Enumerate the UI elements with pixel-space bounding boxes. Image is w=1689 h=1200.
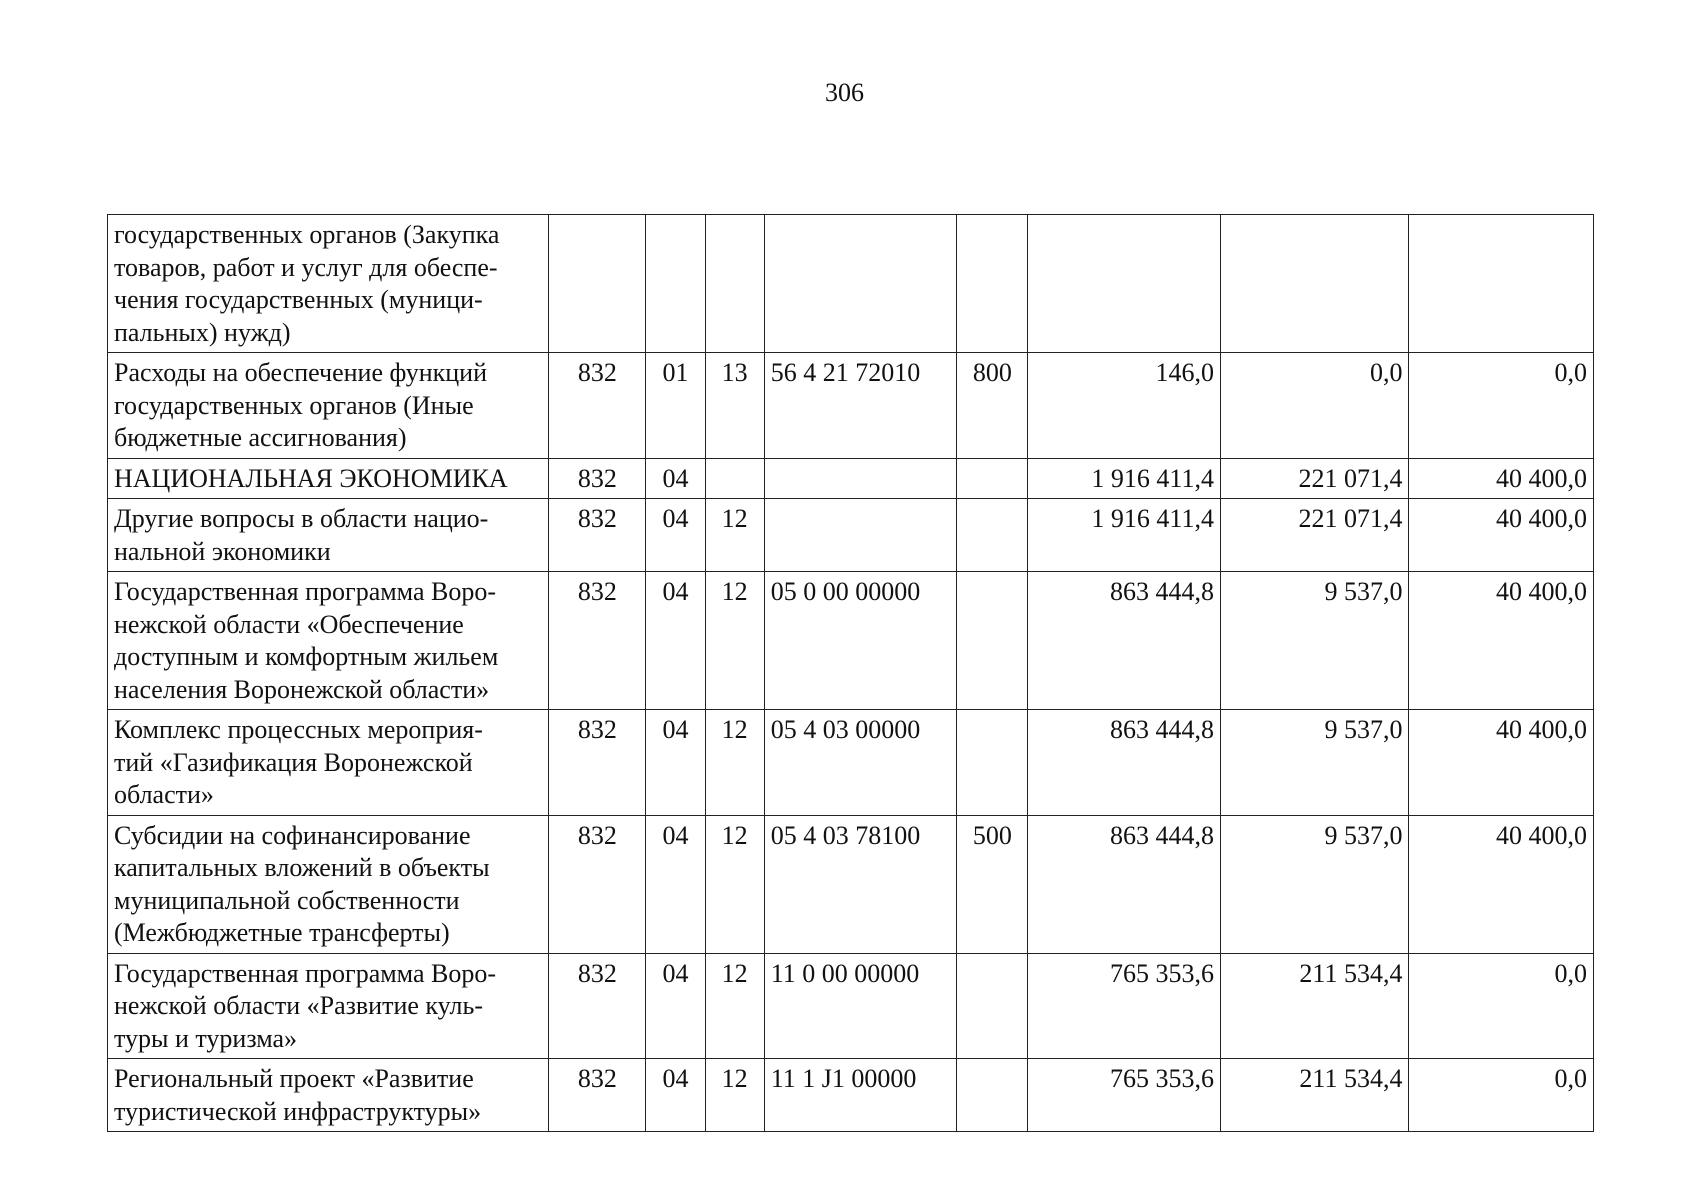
- amount-year1-cell: 765 353,6: [1028, 1059, 1221, 1132]
- item-name-line: товаров, работ и услуг для обеспе-: [114, 252, 498, 282]
- target-article-cell: 05 4 03 00000: [764, 710, 957, 816]
- amount-year3-cell: 40 400,0: [1409, 710, 1594, 816]
- target-article-cell: 11 1 J1 00000: [764, 1059, 957, 1132]
- grbs-cell: 832: [549, 815, 646, 953]
- expense-type-cell: [957, 499, 1028, 572]
- item-name-line: доступным и комфортным жильем: [114, 642, 499, 671]
- target-article-cell: 05 4 03 78100: [764, 815, 957, 953]
- item-name-cell: [108, 1059, 549, 1132]
- amount-year3-cell: 40 400,0: [1409, 572, 1594, 710]
- item-name-line: муниципальной собственности: [114, 885, 460, 915]
- item-name-cell: [108, 710, 549, 816]
- amount-year2-cell: 9 537,0: [1220, 815, 1409, 953]
- amount-year2-cell: 9 537,0: [1220, 710, 1409, 816]
- amount-year1-cell: 1 916 411,4: [1028, 499, 1221, 572]
- item-name-cell: [108, 353, 549, 459]
- section-cell: 01: [646, 353, 705, 459]
- amount-year2-cell: 9 537,0: [1220, 572, 1409, 710]
- item-name-line: пальных) нужд): [114, 317, 291, 347]
- expense-type-cell: [957, 215, 1028, 353]
- expense-type-cell: [957, 953, 1028, 1059]
- item-name-line: населения Воронежской области»: [114, 674, 490, 704]
- table-row: [108, 215, 1594, 353]
- table-row: [108, 1059, 1594, 1132]
- amount-year2-cell: 221 071,4: [1220, 458, 1409, 499]
- subsection-cell: 12: [705, 572, 764, 710]
- amount-year3-cell: 0,0: [1409, 353, 1594, 459]
- target-article-cell: [764, 458, 957, 499]
- item-name-line: (Межбюджетные трансферты): [114, 918, 450, 947]
- table-row: [108, 710, 1594, 816]
- grbs-cell: 832: [549, 953, 646, 1059]
- item-name-line: Региональный проект «Развитие: [114, 1064, 474, 1093]
- amount-year1-cell: 1 916 411,4: [1028, 458, 1221, 499]
- table-row: [108, 499, 1594, 572]
- expense-type-cell: [957, 710, 1028, 816]
- table-row: [108, 353, 1594, 459]
- amount-year3-cell: 40 400,0: [1409, 815, 1594, 953]
- amount-year1-cell: 765 353,6: [1028, 953, 1221, 1059]
- subsection-cell: 12: [705, 499, 764, 572]
- grbs-cell: 832: [549, 1059, 646, 1132]
- budget-table: [107, 214, 1594, 1132]
- section-cell: [646, 215, 705, 353]
- item-name-cell: [108, 953, 549, 1059]
- amount-year2-cell: 221 071,4: [1220, 499, 1409, 572]
- item-name-line: Расходы на обеспечение функций: [114, 358, 488, 387]
- grbs-cell: 832: [549, 572, 646, 710]
- item-name-line: нальной экономики: [114, 536, 331, 566]
- subsection-cell: 13: [705, 353, 764, 459]
- section-cell: 04: [646, 710, 705, 816]
- item-name-line: нежской области «Развитие куль-: [114, 991, 484, 1020]
- amount-year2-cell: 0,0: [1220, 353, 1409, 459]
- grbs-cell: 832: [549, 458, 646, 499]
- grbs-cell: 832: [549, 710, 646, 816]
- item-name-cell: [108, 815, 549, 953]
- item-name-line: туристической инфраструктуры»: [114, 1096, 482, 1126]
- amount-year3-cell: 40 400,0: [1409, 458, 1594, 499]
- subsection-cell: 12: [705, 953, 764, 1059]
- section-cell: 04: [646, 815, 705, 953]
- item-name-cell: [108, 215, 549, 353]
- section-cell: 04: [646, 499, 705, 572]
- expense-type-cell: 800: [957, 353, 1028, 459]
- item-name-line: области»: [114, 780, 214, 809]
- amount-year1-cell: 863 444,8: [1028, 710, 1221, 816]
- amount-year1-cell: 863 444,8: [1028, 572, 1221, 710]
- target-article-cell: [764, 215, 957, 353]
- grbs-cell: [549, 215, 646, 353]
- subsection-cell: 12: [705, 815, 764, 953]
- amount-year2-cell: [1220, 215, 1409, 353]
- target-article-cell: 56 4 21 72010: [764, 353, 957, 459]
- amount-year3-cell: 0,0: [1409, 953, 1594, 1059]
- section-cell: 04: [646, 1059, 705, 1132]
- table-row: [108, 815, 1594, 953]
- amount-year3-cell: [1409, 215, 1594, 353]
- expense-type-cell: [957, 572, 1028, 710]
- section-cell: 04: [646, 572, 705, 710]
- target-article-cell: [764, 499, 957, 572]
- item-name-line: Субсидии на софинансирование: [114, 820, 471, 850]
- amount-year3-cell: 40 400,0: [1409, 499, 1594, 572]
- amount-year2-cell: 211 534,4: [1220, 1059, 1409, 1132]
- item-name-line: нежской области «Обеспечение: [114, 609, 464, 639]
- section-cell: 04: [646, 458, 705, 499]
- table-row: [108, 458, 1594, 499]
- amount-year1-cell: 863 444,8: [1028, 815, 1221, 953]
- page-number: 306: [825, 78, 864, 107]
- subsection-cell: [705, 215, 764, 353]
- item-name-line: НАЦИОНАЛЬНАЯ ЭКОНОМИКА: [114, 463, 508, 493]
- expense-type-cell: [957, 458, 1028, 499]
- table-body: [108, 215, 1594, 1132]
- item-name-line: государственных органов (Закупка: [114, 220, 500, 249]
- subsection-cell: [705, 458, 764, 499]
- item-name-line: Другие вопросы в области нацио-: [114, 504, 489, 533]
- item-name-line: капитальных вложений в объекты: [114, 853, 490, 882]
- grbs-cell: 832: [549, 353, 646, 459]
- subsection-cell: 12: [705, 710, 764, 816]
- target-article-cell: 05 0 00 00000: [764, 572, 957, 710]
- grbs-cell: 832: [549, 499, 646, 572]
- item-name-line: Государственная программа Воро-: [114, 577, 497, 606]
- amount-year1-cell: 146,0: [1028, 353, 1221, 459]
- section-cell: 04: [646, 953, 705, 1059]
- item-name-line: Государственная программа Воро-: [114, 958, 497, 988]
- expense-type-cell: 500: [957, 815, 1028, 953]
- table-row: [108, 953, 1594, 1059]
- subsection-cell: 12: [705, 1059, 764, 1132]
- target-article-cell: 11 0 00 00000: [764, 953, 957, 1059]
- item-name-line: бюджетные ассигнования): [114, 423, 407, 452]
- item-name-cell: [108, 499, 549, 572]
- item-name-line: чения государственных (муници-: [114, 285, 483, 314]
- amount-year2-cell: 211 534,4: [1220, 953, 1409, 1059]
- amount-year3-cell: 0,0: [1409, 1059, 1594, 1132]
- item-name-line: тий «Газификация Воронежской: [114, 747, 473, 777]
- item-name-line: государственных органов (Иные: [114, 390, 474, 420]
- expense-type-cell: [957, 1059, 1028, 1132]
- table-row: [108, 572, 1594, 710]
- item-name-line: Комплекс процессных мероприя-: [114, 715, 483, 744]
- item-name-line: туры и туризма»: [114, 1023, 298, 1053]
- item-name-cell: [108, 458, 549, 499]
- amount-year1-cell: [1028, 215, 1221, 353]
- item-name-cell: [108, 572, 549, 710]
